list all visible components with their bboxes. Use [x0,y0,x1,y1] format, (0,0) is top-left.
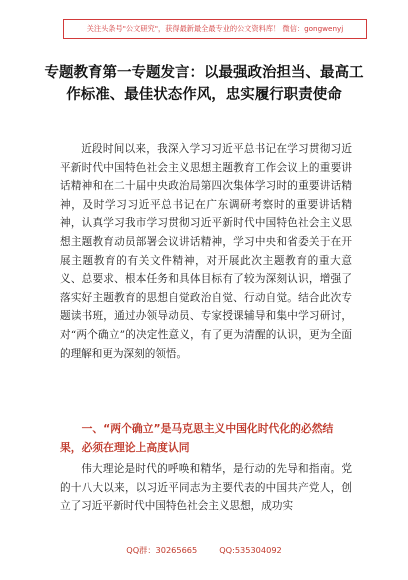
promo-banner-text: 关注头条号"公文研究"，获得最新最全最专业的公文资料库！ 微信：gongwenyj [86,24,344,33]
promo-banner [63,19,367,39]
body-paragraph-2: 伟大理论是时代的呼唤和精华，是行动的先导和指南。党的十八大以来，以习近平同志为主要代表的中国共产党人，创立了习近平新时代中国特色社会主义思想，成功实 [60,463,352,513]
body-paragraph-1: 近段时间以来，我深入学习习近平总书记在学习贯彻习近平新时代中国特色社会主义思想主题教育工作会议上的重要讲话精神和在二十届中央政治局第四次集体学习时的重要讲话精神，及时学习习近平总书记在广东调研考察时的重要讲话精神，认真学习我市学习贯彻习近平新时代中国特色社会主义思想主题教育动员部署会议讲话精神，学习中央和省委关于在开展主题教育的有关文件精神，对开展此次主题教育的重大意义、总要求、根本任务和具体目标有了较为深刻认识，增强了落实好主题教育的思想自觉政治自觉、行动自觉。结合此次专题读书班，通过办领导动员、专家授课辅导和集中学习研讨，对“两个确立”的决定性意义，有了更为清醒的认识，更为全面的理解和更为深刻的领悟。 [60,143,352,360]
document-title: 专题教育第一专题发言：以最强政治担当、最高工作标准、最佳状态作风，忠实履行职责使命 [44,65,364,103]
page-footer [0,545,408,556]
footer-qq: QQ:535304092 [219,545,282,555]
footer-qq-group: QQ群：30265665 [126,545,198,555]
section-heading: 一、“两个确立”是马克思主义中国化时代化的必然结果，必须在理论上高度认同 [60,422,334,454]
